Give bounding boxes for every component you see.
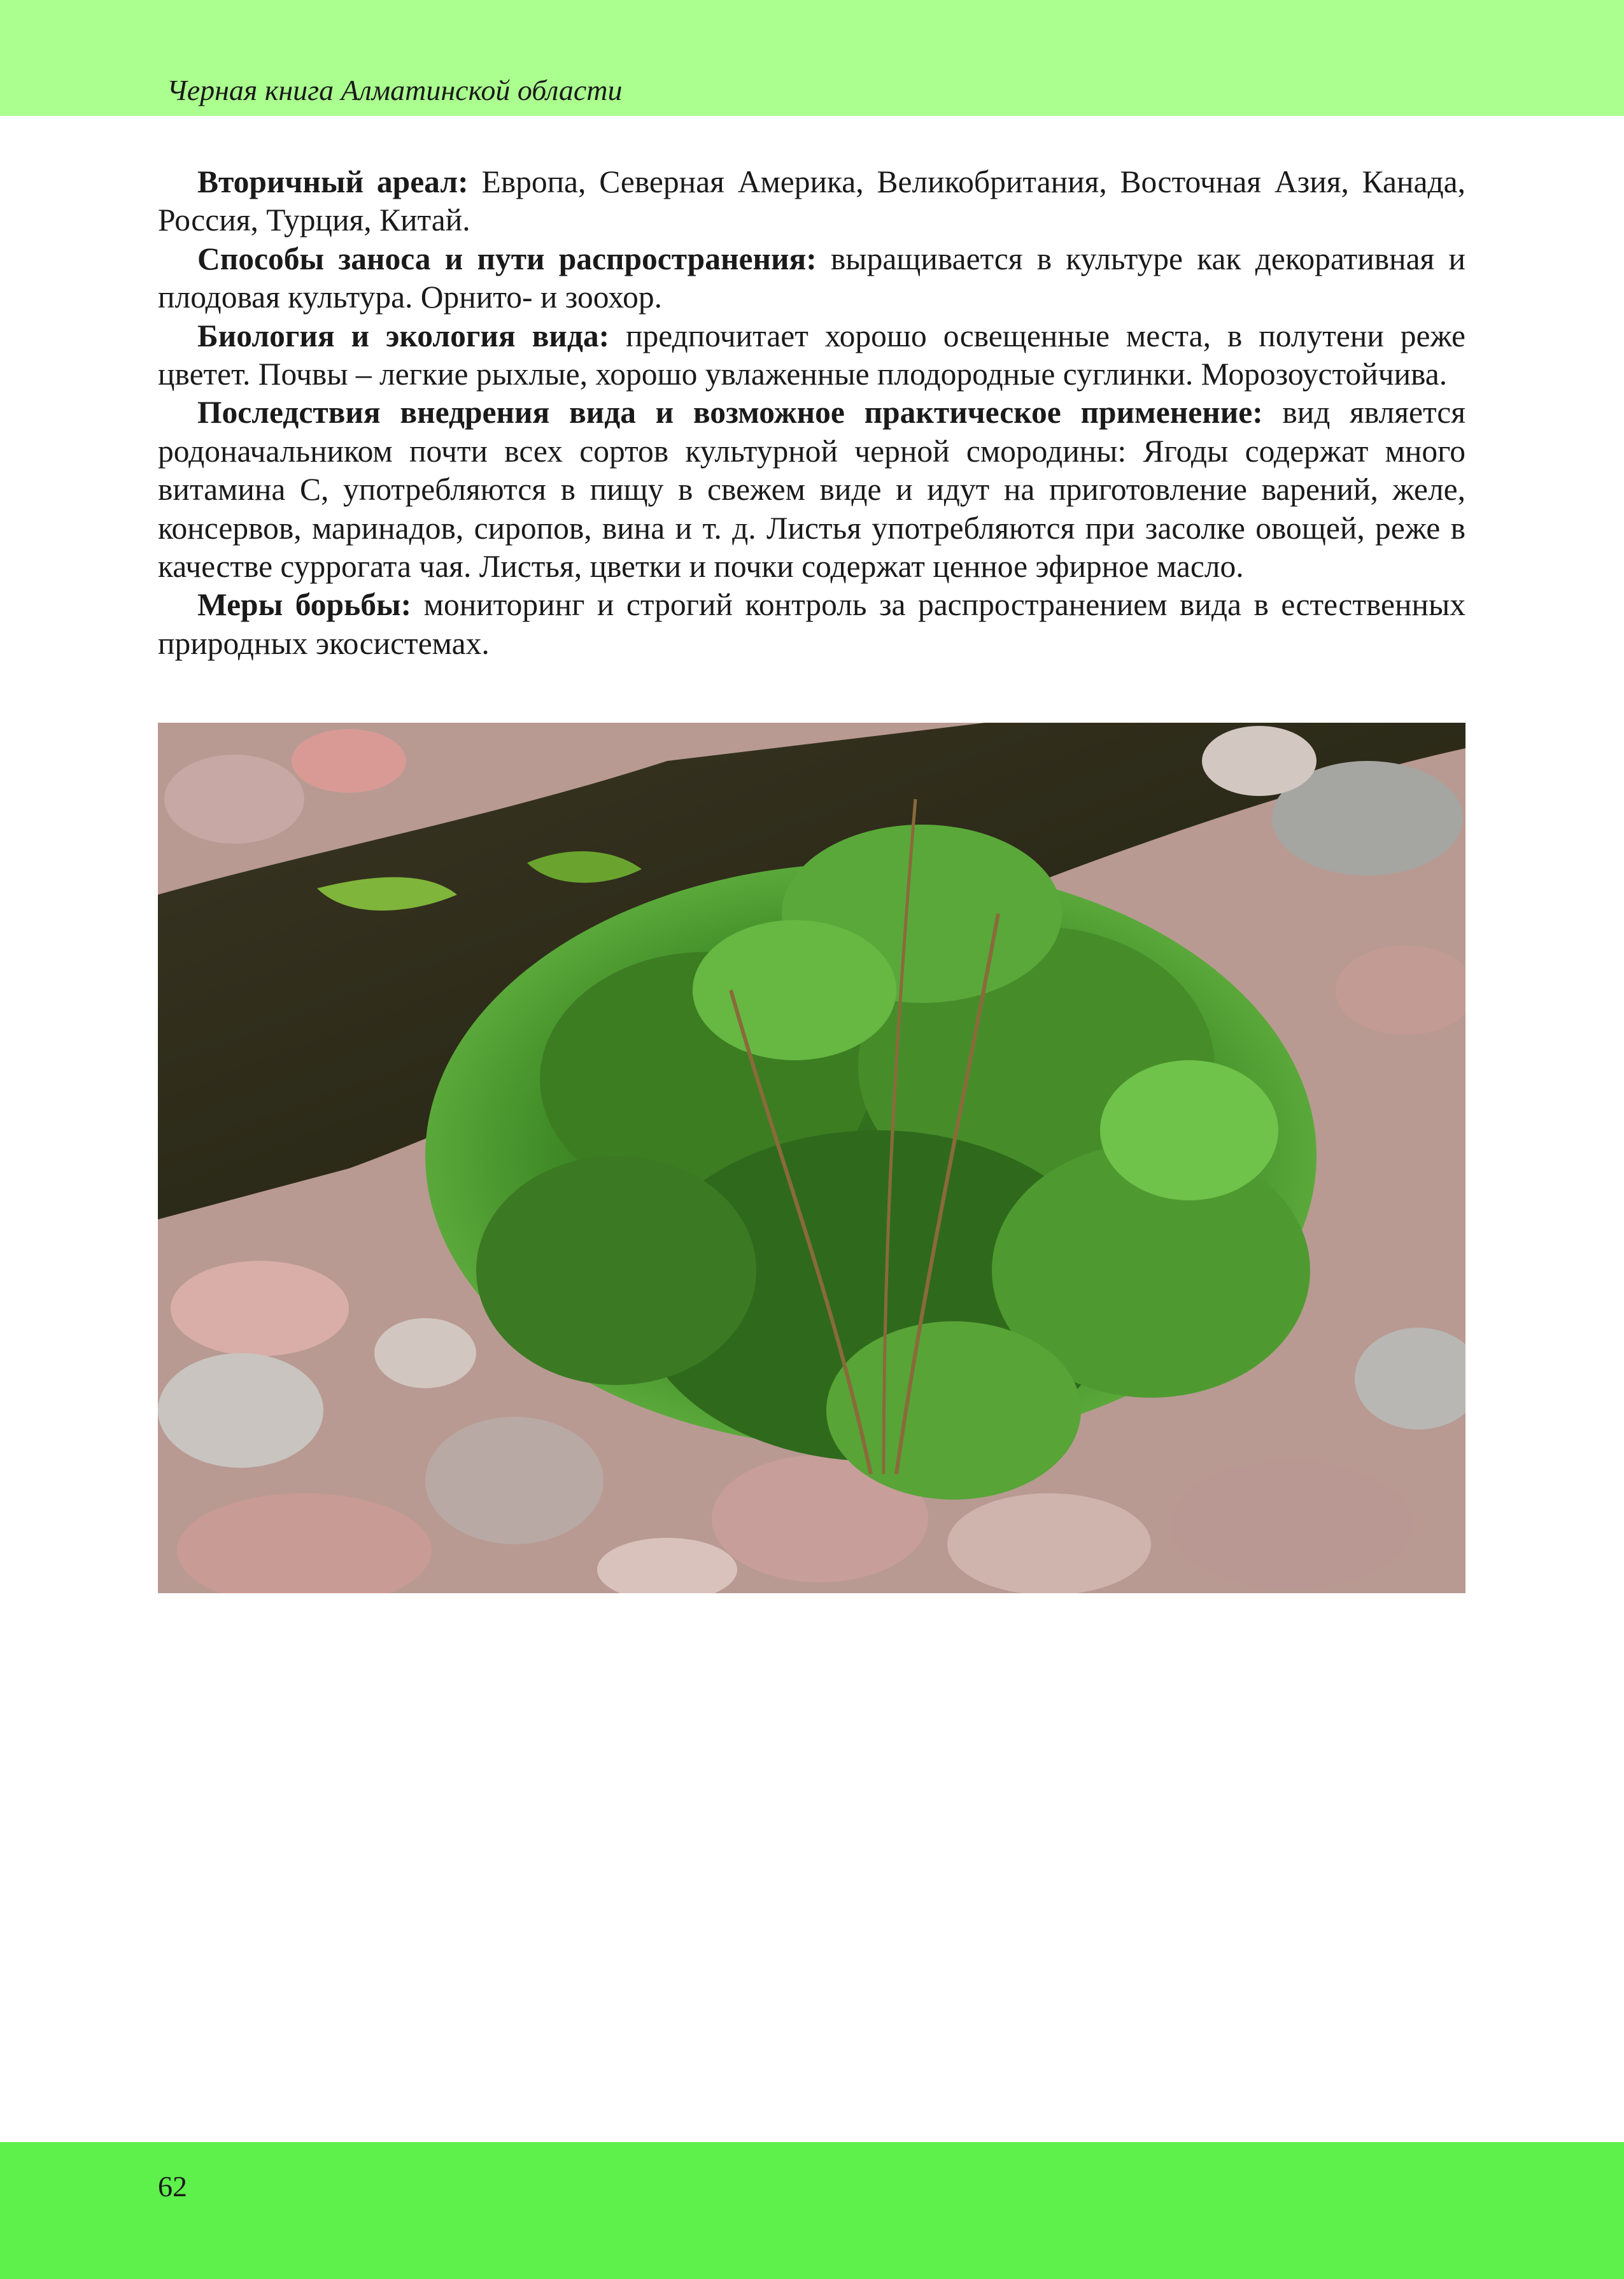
page-number: 62 bbox=[158, 2170, 187, 2203]
paragraph-text: вид является родоначальником почти всех сортов культурной черной смородины: Ягоды содержат много витамина С, употребляются в пищу в свежем виде и идут на приготовление варений, желе, консервов, маринадов, сиропов, вина и т. д. Листья употребляются при засолке овощей, реже в качестве суррогата чая. Листья, цветки и почки содержат ценное эфирное масло. bbox=[158, 395, 1465, 585]
paragraph-label: Биология и экология вида: bbox=[197, 318, 610, 353]
paragraph-label: Последствия внедрения вида и возможное практическое применение: bbox=[197, 395, 1263, 430]
paragraph-text: выращивается в культуре как декоративная и плодовая культура. Орнито- и зоохор. bbox=[158, 241, 1465, 315]
paragraph-label: Вторичный ареал: bbox=[197, 164, 469, 199]
currant-bush-photo bbox=[158, 723, 1465, 1593]
paragraph-label: Меры борьбы: bbox=[197, 587, 412, 623]
footer-band bbox=[0, 2142, 1624, 2279]
paragraph-text: Европа, Северная Америка, Великобритания, Восточная Азия, Канада, Россия, Турция, Китай. bbox=[158, 164, 1466, 238]
paragraph-secondary-range bbox=[158, 163, 1465, 240]
paragraph-text: мониторинг и строгий контроль за распространением вида в естественных природных экосистемах. bbox=[158, 587, 1466, 661]
paragraph-text: предпочитает хорошо освещенные места, в полутени реже цветет. Почвы – легкие рыхлые, хорошо увлаженные плодородные суглинки. Морозоустойчива. bbox=[158, 318, 1465, 392]
paragraph-introduction-routes bbox=[158, 240, 1465, 317]
paragraph-control-measures bbox=[158, 586, 1465, 663]
paragraph-biology-ecology bbox=[158, 317, 1465, 394]
body-text bbox=[158, 163, 1465, 663]
paragraph-consequences-usage bbox=[158, 394, 1465, 586]
paragraph-label: Способы заноса и пути распространения: bbox=[197, 241, 817, 276]
running-header-title: Черная книга Алматинской области bbox=[167, 74, 623, 106]
